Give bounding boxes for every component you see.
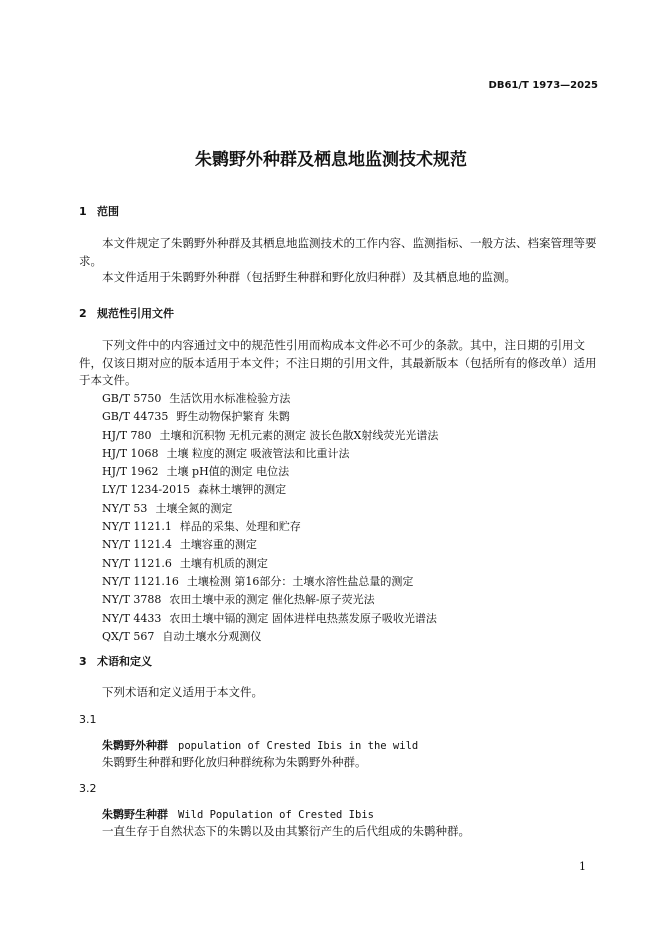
reference-item (102, 463, 438, 481)
reference-item (102, 390, 438, 408)
reference-title: 土壤有机质的测定 (179, 556, 268, 570)
term-definition: 朱鹮野生种群和野化放归种群统称为朱鹮野外种群。 (102, 755, 367, 769)
scope-paragraph-2: 本文件适用于朱鹮野外种群（包括野生种群和野化放归种群）及其栖息地的监测。 (102, 270, 516, 284)
page-number: 1 (579, 860, 586, 873)
reference-list (102, 390, 438, 646)
section-number: 1 (79, 205, 87, 218)
reference-title: 森林土壤钾的测定 (198, 483, 287, 497)
section-heading-terms (79, 653, 152, 669)
reference-title: 土壤容重的测定 (179, 538, 257, 552)
section-heading-scope (79, 203, 119, 219)
reference-title: 样品的采集、处理和贮存 (179, 520, 301, 534)
reference-item (102, 573, 438, 591)
scope-paragraph-1: 本文件规定了朱鹮野外种群及其栖息地监测技术的工作内容、监测指标、一般方法、档案管理等要求。 (79, 236, 597, 268)
reference-item (102, 408, 438, 426)
reference-item (102, 591, 438, 609)
term-english: Wild Population of Crested Ibis (178, 809, 374, 821)
section-number: 2 (79, 307, 87, 320)
term-heading (102, 737, 418, 753)
reference-code: GB/T 5750 (102, 392, 162, 405)
reference-title: 野生动物保护繁育 朱鹮 (176, 410, 290, 424)
term-number: 3.2 (79, 782, 97, 795)
section-title: 规范性引用文件 (97, 307, 174, 320)
reference-title: 土壤 pH值的测定 电位法 (166, 465, 290, 479)
reference-item (102, 610, 438, 628)
reference-title: 生活饮用水标准检验方法 (169, 392, 291, 405)
reference-code: HJ/T 1068 (102, 446, 159, 460)
term-english: population of Crested Ibis in the wild (178, 740, 419, 752)
reference-code: GB/T 44735 (102, 410, 169, 424)
reference-title: 土壤和沉积物 无机元素的测定 波长色散X射线荧光光谱法 (159, 428, 439, 442)
term-chinese: 朱鹮野生种群 (102, 808, 168, 821)
reference-item (102, 500, 438, 518)
reference-item (102, 628, 438, 646)
normative-intro: 下列文件中的内容通过文中的规范性引用而构成本文件必不可少的条款。其中，注日期的引用文件，仅该日期对应的版本适用于本文件；不注日期的引用文件，其最新版本（包括所有的修改单）适用于本文件。 (79, 338, 597, 387)
document-title: 朱鹮野外种群及栖息地监测技术规范 (195, 150, 467, 170)
term-definition: 一直生存于自然状态下的朱鹮以及由其繁衍产生的后代组成的朱鹮种群。 (102, 824, 470, 838)
reference-code: QX/T 567 (102, 629, 155, 643)
section-title: 范围 (97, 205, 119, 218)
reference-code: LY/T 1234-2015 (102, 483, 191, 497)
reference-item (102, 481, 438, 499)
reference-item (102, 518, 438, 536)
term-chinese: 朱鹮野外种群 (102, 739, 168, 752)
reference-title: 土壤 粒度的测定 吸液管法和比重计法 (166, 446, 350, 460)
reference-code: NY/T 4433 (102, 611, 162, 625)
reference-code: NY/T 1121.4 (102, 538, 172, 552)
reference-item (102, 555, 438, 573)
reference-code: HJ/T 1962 (102, 465, 159, 479)
terms-intro: 下列术语和定义适用于本文件。 (102, 685, 263, 699)
reference-code: NY/T 53 (102, 501, 148, 515)
reference-code: NY/T 1121.16 (102, 574, 179, 588)
reference-item (102, 536, 438, 554)
reference-code: NY/T 1121.6 (102, 556, 172, 570)
reference-code: NY/T 3788 (102, 593, 162, 607)
reference-title: 土壤全氮的测定 (155, 501, 233, 515)
section-heading-normative (79, 305, 174, 321)
reference-code: NY/T 1121.1 (102, 520, 172, 534)
reference-item (102, 427, 438, 445)
section-number: 3 (79, 655, 87, 668)
reference-code: HJ/T 780 (102, 428, 152, 442)
reference-title: 农田土壤中镉的测定 固体进样电热蒸发原子吸收光谱法 (169, 611, 437, 625)
document-code: DB61/T 1973—2025 (488, 80, 598, 91)
reference-title: 农田土壤中汞的测定 催化热解-原子荧光法 (169, 593, 375, 607)
term-heading (102, 806, 374, 822)
reference-title: 土壤检测 第16部分：土壤水溶性盐总量的测定 (186, 574, 414, 588)
term-number: 3.1 (79, 713, 97, 726)
reference-item (102, 445, 438, 463)
section-title: 术语和定义 (97, 655, 152, 668)
reference-title: 自动土壤水分观测仪 (162, 629, 262, 643)
